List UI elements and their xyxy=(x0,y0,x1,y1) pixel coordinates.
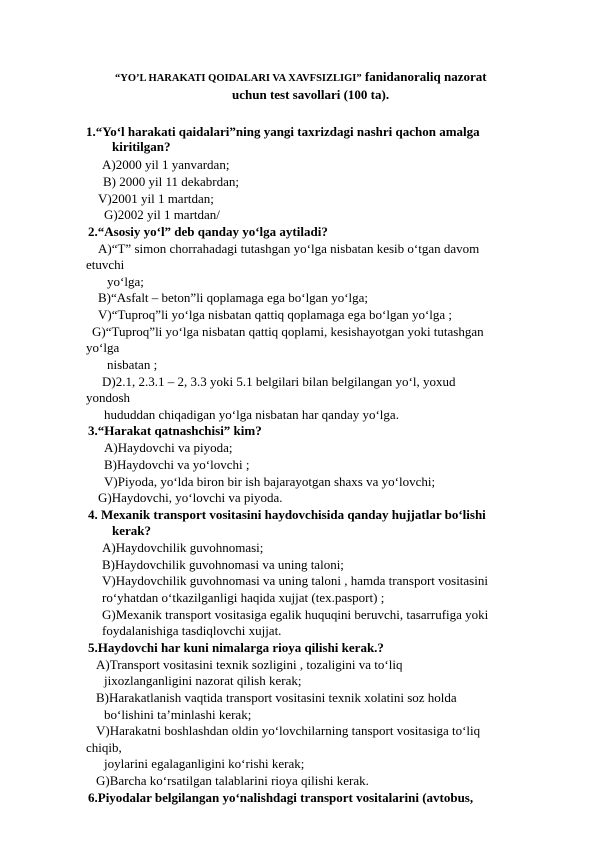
doc-title-line2: uchun test savollari (100 ta). xyxy=(232,87,390,102)
doc-title-part1: “YO’L HARAKATI QOIDALARI VA XAVFSIZLIGI” xyxy=(115,73,362,84)
q2-option-d-cont1: yondosh xyxy=(86,390,131,405)
q1-option-g: G)2002 yil 1 martdan/ xyxy=(104,207,220,222)
q3-option-g: G)Haydovchi, yo‘lovchi va piyoda. xyxy=(98,490,283,505)
q2-option-d-cont2: hududdan chiqadigan yo‘lga nisbatan har qanday yo‘lga. xyxy=(104,407,399,422)
question-2: 2.“Asosiy yo‘l” deb qanday yo‘lga aytiladi? xyxy=(88,224,328,239)
q2-option-d: D)2.1, 2.3.1 – 2, 3.3 yoki 5.1 belgilari bilan belgilangan yo‘l, yoxud xyxy=(102,374,456,389)
question-1-cont: kiritilgan? xyxy=(112,139,171,154)
q4-option-v: V)Haydovchilik guvohnomasi va uning taloni , hamda transport vositasini xyxy=(102,573,488,588)
q3-option-a: A)Haydovchi va piyoda; xyxy=(104,440,233,455)
q2-option-a-cont1: etuvchi xyxy=(86,257,125,272)
doc-title xyxy=(115,69,487,87)
q2-option-b: B)“Asfalt – beton”li qoplamaga ega bo‘lgan yo‘lga; xyxy=(98,290,369,305)
question-1: 1.“Yo‘l harakati qaidalari”ning yangi taxrizdagi nashri qachon amalga xyxy=(86,124,480,139)
q2-option-v: V)“Tuproq”li yo‘lga nisbatan qattiq qoplamaga ega bo‘lgan yo‘lga ; xyxy=(98,307,453,322)
q1-option-a: A)2000 yil 1 yanvardan; xyxy=(102,157,230,172)
q2-option-g-cont2: nisbatan ; xyxy=(107,357,158,372)
q2-option-g: G)“Tuproq”li yo‘lga nisbatan qattiq qoplami, kesishayotgan yoki tutashgan xyxy=(92,324,484,339)
q4-option-g: G)Mexanik transport vositasiga egalik huquqini beruvchi, tasarrufiga yoki xyxy=(102,607,489,622)
q2-option-a: A)“T” simon chorrahadagi tutashgan yo‘lga nisbatan kesib o‘tgan davom xyxy=(98,241,480,256)
q2-option-a-cont2: yo‘lga; xyxy=(107,274,144,289)
q4-option-g-cont: foydalanishiga tasdiqlovchi xujjat. xyxy=(102,623,282,638)
q5-option-a-cont: jixozlanganligini nazorat qilish kerak; xyxy=(104,673,302,688)
q5-option-v-cont2: joylarini egalaganligini ko‘rishi kerak; xyxy=(104,756,305,771)
q5-option-v: V)Harakatni boshlashdan oldin yo‘lovchilarning tansport vositasiga to‘liq xyxy=(96,723,481,738)
q5-option-g: G)Barcha ko‘rsatilgan talablarini rioya qilishi kerak. xyxy=(96,773,369,788)
q4-option-v-cont: ro‘yhatdan o‘tkazilganligi haqida xujjat (tex.pasport) ; xyxy=(102,590,385,605)
doc-title-part2: fanidanoraliq nazorat xyxy=(361,69,487,84)
q5-option-b-cont: bo‘lishini ta’minlashi kerak; xyxy=(104,707,252,722)
q2-option-g-cont1: yo‘lga xyxy=(86,340,120,355)
q5-option-a: A)Transport vositasini texnik sozligini , tozaligini va to‘liq xyxy=(96,657,403,672)
question-4: 4. Mexanik transport vositasini haydovchisida qanday hujjatlar bo‘lishi xyxy=(88,507,486,522)
q1-option-b: B) 2000 yil 11 dekabrdan; xyxy=(103,174,239,189)
q3-option-b: B)Haydovchi va yo‘lovchi ; xyxy=(104,457,250,472)
q4-option-b: B)Haydovchilik guvohnomasi va uning taloni; xyxy=(102,557,344,572)
q5-option-v-cont1: chiqib, xyxy=(86,740,122,755)
question-5: 5.Haydovchi har kuni nimalarga rioya qilishi kerak.? xyxy=(88,640,384,655)
q1-option-v: V)2001 yil 1 martdan; xyxy=(98,191,214,206)
q4-option-a: A)Haydovchilik guvohnomasi; xyxy=(102,540,264,555)
q3-option-v: V)Piyoda, yo‘lda biron bir ish bajarayotgan shaxs va yo‘lovchi; xyxy=(104,474,436,489)
question-6: 6.Piyodalar belgilangan yo‘nalishdagi transport vositalarini (avtobus, xyxy=(88,790,474,805)
q5-option-b: B)Harakatlanish vaqtida transport vositasini texnik xolatini soz holda xyxy=(96,690,457,705)
question-3: 3.“Harakat qatnashchisi” kim? xyxy=(88,423,262,438)
question-4-cont: kerak? xyxy=(112,523,151,538)
